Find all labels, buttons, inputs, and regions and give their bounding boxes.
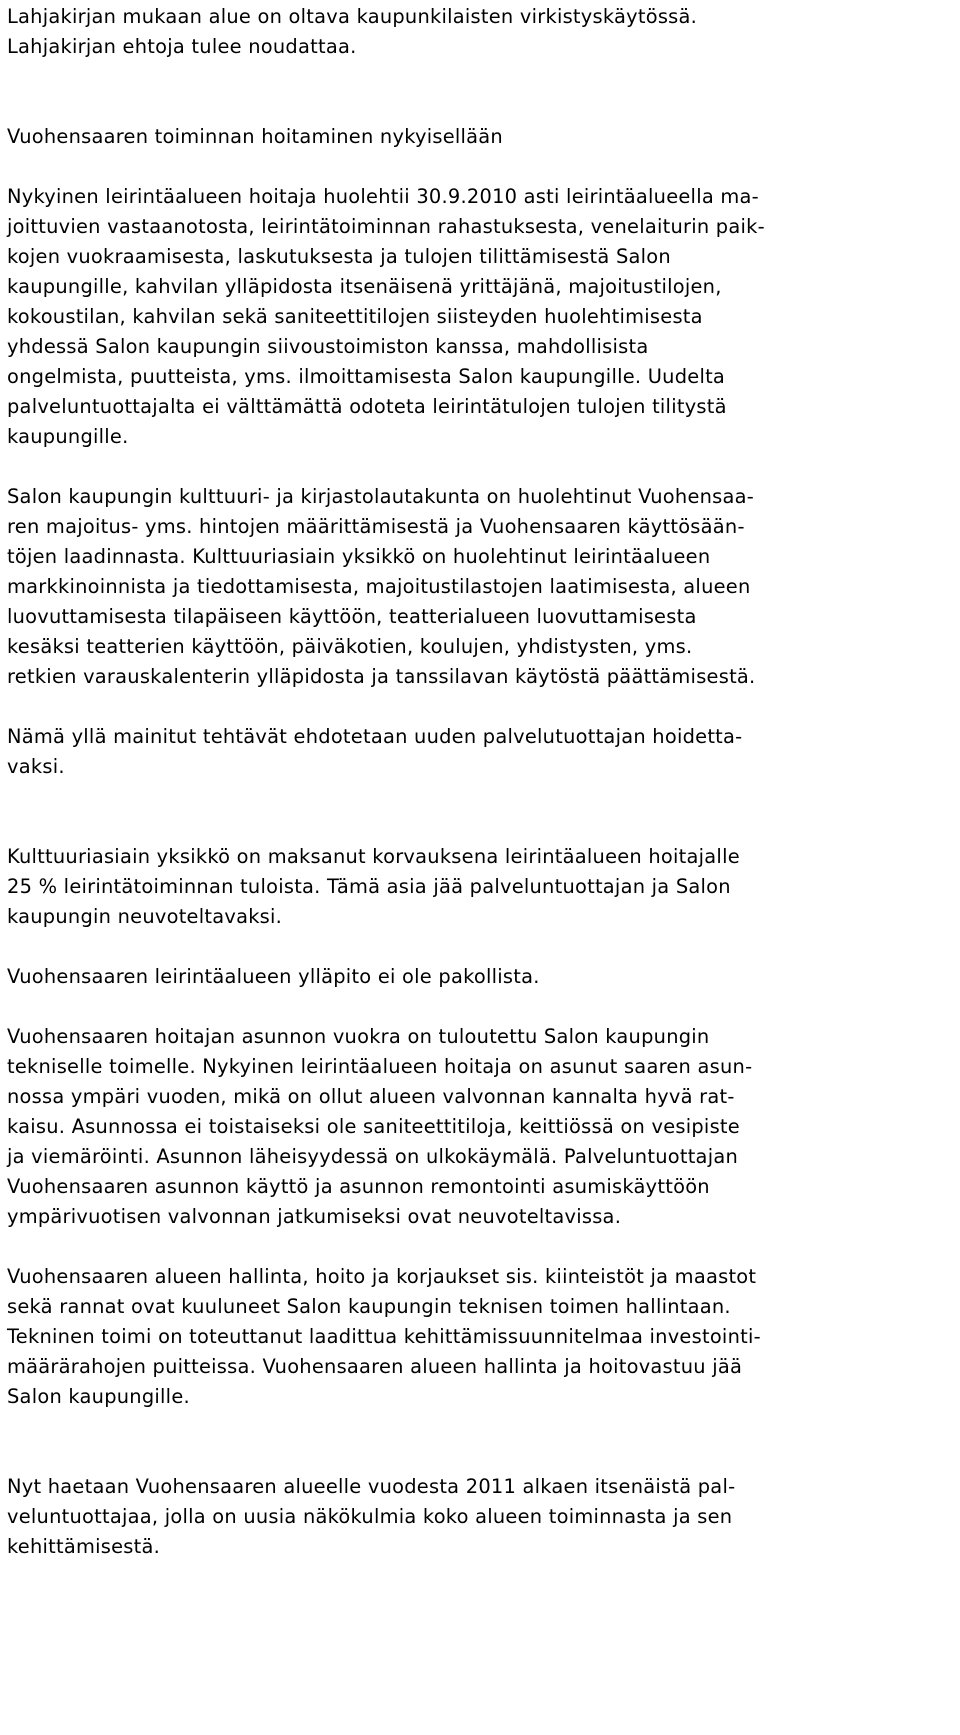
text-line: ympärivuotisen valvonnan jatkumiseksi ovat neuvoteltavissa. <box>7 1205 622 1228</box>
text-line: Kulttuuriasiain yksikkö on maksanut korvauksena leirintäalueen hoitajalle <box>7 845 740 868</box>
text-line: Vuohensaaren alueen hallinta, hoito ja korjaukset sis. kiinteistöt ja maastot <box>7 1265 757 1288</box>
text-line: vaksi. <box>7 755 65 778</box>
text-line: sekä rannat ovat kuuluneet Salon kaupungin teknisen toimen hallintaan. <box>7 1295 731 1318</box>
text-line: Vuohensaaren hoitajan asunnon vuokra on tuloutettu Salon kaupungin <box>7 1025 710 1048</box>
text-line: yhdessä Salon kaupungin siivoustoimiston kanssa, mahdollisista <box>7 335 649 358</box>
text-line: Tekninen toimi on toteuttanut laadittua kehittämissuunnitelmaa investointi- <box>7 1325 761 1348</box>
text-line: Nyt haetaan Vuohensaaren alueelle vuodesta 2011 alkaen itsenäistä pal- <box>7 1475 736 1498</box>
text-line: Salon kaupungille. <box>7 1385 190 1408</box>
text-line: ren majoitus- yms. hintojen määrittämisestä ja Vuohensaaren käyttösään- <box>7 515 745 538</box>
text-line: Nykyinen leirintäalueen hoitaja huolehtii 30.9.2010 asti leirintäalueella ma- <box>7 185 759 208</box>
text-line: Lahjakirjan ehtoja tulee noudattaa. <box>7 35 357 58</box>
text-line: ongelmista, puutteista, yms. ilmoittamisesta Salon kaupungille. Uudelta <box>7 365 726 388</box>
text-line: kojen vuokraamisesta, laskutuksesta ja tulojen tilittämisestä Salon <box>7 245 671 268</box>
text-line: Nämä yllä mainitut tehtävät ehdotetaan uuden palvelutuottajan hoidetta- <box>7 725 743 748</box>
text-line: määrärahojen puitteissa. Vuohensaaren alueen hallinta ja hoitovastuu jää <box>7 1355 743 1378</box>
text-line: töjen laadinnasta. Kulttuuriasiain yksikkö on huolehtinut leirintäalueen <box>7 545 711 568</box>
text-line: kaupungin neuvoteltavaksi. <box>7 905 283 928</box>
text-line: kokoustilan, kahvilan sekä saniteettitilojen siisteyden huolehtimisesta <box>7 305 703 328</box>
text-line: markkinoinnista ja tiedottamisesta, majoitustilastojen laatimisesta, alueen <box>7 575 751 598</box>
text-line: kaisu. Asunnossa ei toistaiseksi ole saniteettitiloja, keittiössä on vesipiste <box>7 1115 740 1138</box>
text-line: tekniselle toimelle. Nykyinen leirintäalueen hoitaja on asunut saaren asun- <box>7 1055 753 1078</box>
text-line: nossa ympäri vuoden, mikä on ollut alueen valvonnan kannalta hyvä rat- <box>7 1085 735 1108</box>
text-line: joittuvien vastaanotosta, leirintätoiminnan rahastuksesta, venelaiturin paik- <box>7 215 765 238</box>
text-line: veluntuottajaa, jolla on uusia näkökulmia koko alueen toiminnasta ja sen <box>7 1505 733 1528</box>
text-line: Vuohensaaren leirintäalueen ylläpito ei ole pakollista. <box>7 965 540 988</box>
text-line: 25 % leirintätoiminnan tuloista. Tämä asia jää palveluntuottajan ja Salon <box>7 875 731 898</box>
text-line: kaupungille, kahvilan ylläpidosta itsenäisenä yrittäjänä, majoitustilojen, <box>7 275 722 298</box>
text-line: Vuohensaaren asunnon käyttö ja asunnon remontointi asumiskäyttöön <box>7 1175 710 1198</box>
text-line: palveluntuottajalta ei välttämättä odoteta leirintätulojen tulojen tilitystä <box>7 395 727 418</box>
text-line: Lahjakirjan mukaan alue on oltava kaupunkilaisten virkistyskäytössä. <box>7 5 698 28</box>
text-line: ja viemäröinti. Asunnon läheisyydessä on ulkokäymälä. Palveluntuottajan <box>7 1145 738 1168</box>
text-line: retkien varauskalenterin ylläpidosta ja tanssilavan käytöstä päättämisestä. <box>7 665 756 688</box>
text-line: kehittämisestä. <box>7 1535 161 1558</box>
text-line: Salon kaupungin kulttuuri- ja kirjastolautakunta on huolehtinut Vuohensaa- <box>7 485 755 508</box>
text-line: luovuttamisesta tilapäiseen käyttöön, teatterialueen luovuttamisesta <box>7 605 697 628</box>
text-line: kaupungille. <box>7 425 129 448</box>
text-line: kesäksi teatterien käyttöön, päiväkotien, koulujen, yhdistysten, yms. <box>7 635 693 658</box>
section-heading: Vuohensaaren toiminnan hoitaminen nykyisellään <box>7 125 503 148</box>
